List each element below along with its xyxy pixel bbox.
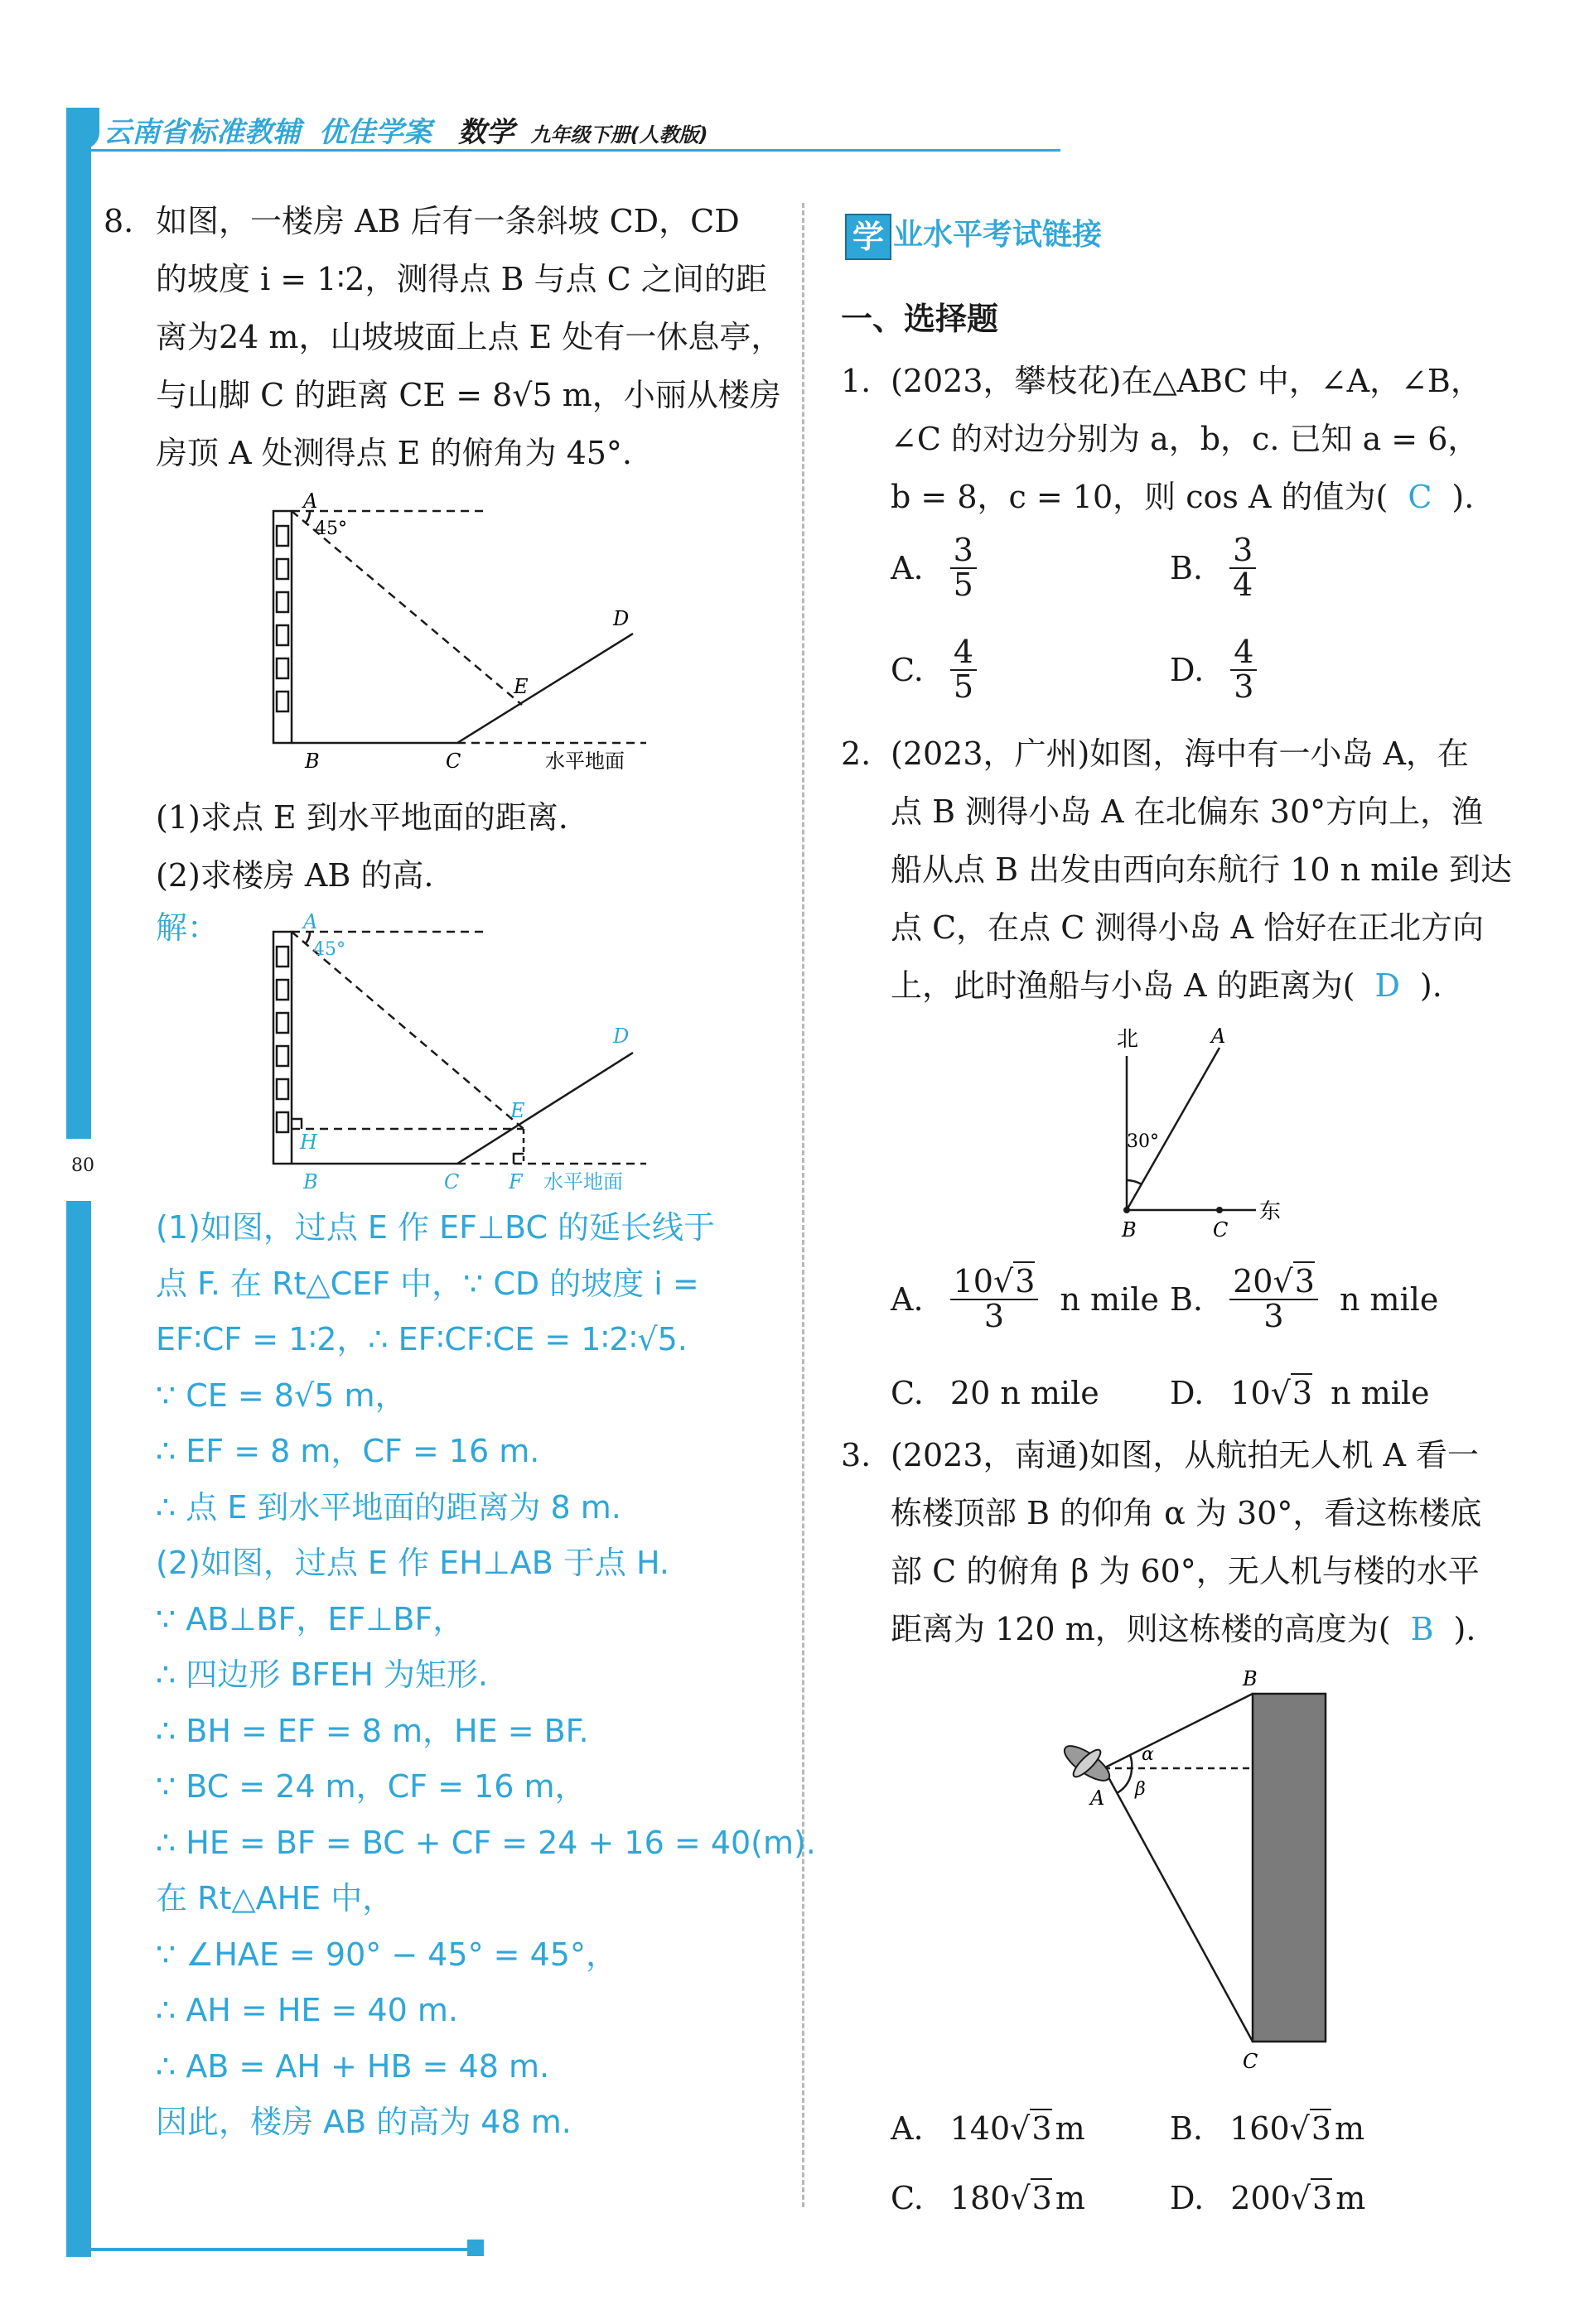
q2-line: (2023，广州)如图，海中有一小岛 A，在 — [891, 735, 1469, 772]
numerator: 3 — [950, 534, 977, 569]
q2-line: 点 B 测得小岛 A 在北偏东 30°方向上，渔 — [891, 793, 1484, 830]
q2-option-a — [891, 1263, 1159, 1334]
label-B: B — [1243, 1667, 1258, 1690]
option-letter: D. — [1170, 1375, 1205, 1411]
fig2-label-B: B — [303, 1170, 318, 1193]
unit: n mile — [1060, 1280, 1159, 1318]
drone-icon — [1060, 1740, 1114, 1786]
label-A: A — [1211, 1025, 1226, 1048]
unit: m — [1335, 2180, 1366, 2216]
fraction — [950, 534, 977, 602]
unit: n mile — [1339, 1280, 1439, 1318]
q1-line: ). — [1451, 479, 1475, 515]
problem-line: 如图，一楼房 AB 后有一条斜坡 CD，CD — [156, 203, 740, 239]
coefficient: 20 — [1233, 1263, 1273, 1299]
subsection-title: 一、选择题 — [841, 301, 999, 337]
footer-rule — [66, 2248, 472, 2251]
building — [1253, 1694, 1326, 2042]
q2-answer: D — [1374, 967, 1400, 1004]
section-icon: 学 — [845, 214, 891, 260]
header-left-cap — [66, 108, 99, 149]
option-letter: C. — [891, 651, 924, 688]
q1-answer: C — [1408, 479, 1432, 515]
label-angle: 30° — [1127, 1131, 1159, 1152]
option-letter: C. — [891, 1375, 924, 1411]
numerator: 10√3 — [950, 1266, 1039, 1300]
fig2-label-E: E — [510, 1099, 525, 1122]
option-letter: C. — [891, 2180, 924, 2216]
denominator: 5 — [953, 566, 973, 603]
fraction — [950, 1263, 1039, 1334]
figure-q2-bearing — [1094, 1015, 1292, 1255]
numerator: 3 — [1229, 534, 1256, 569]
q3-option-d: D. 200√3 m — [1170, 2180, 1366, 2216]
solution-line: ∴ 四边形 BFEH 为矩形. — [156, 1656, 489, 1693]
radicand: 3 — [1294, 1263, 1315, 1299]
solution-line: EF∶CF = 1∶2，∴ EF∶CF∶CE = 1∶2∶√5. — [156, 1321, 688, 1357]
label-C: C — [1243, 2050, 1258, 2073]
question-1: (1)求点 E 到水平地面的距离. — [156, 799, 568, 836]
q2-number: 2. — [841, 735, 872, 772]
solution-line: 因此，楼房 AB 的高为 48 m. — [156, 2104, 572, 2140]
option-text: 20 n mile — [949, 1375, 1099, 1411]
label-north: 北 — [1117, 1027, 1139, 1052]
q3-line: ). — [1453, 1611, 1476, 1647]
problem-line: 的坡度 i = 1∶2，测得点 B 与点 C 之间的距 — [156, 261, 767, 297]
unit: m — [1335, 2110, 1365, 2147]
q2-line: 上，此时渔船与小岛 A 的距离为( — [891, 967, 1355, 1004]
solution-line: ∵ ∠HAE = 90° − 45° = 45°， — [156, 1936, 617, 1973]
problem-8-questions — [156, 788, 568, 904]
numerator: 20√3 — [1229, 1266, 1318, 1300]
denominator: 3 — [1234, 668, 1254, 705]
q3-line: (2023，南通)如图，从航拍无人机 A 看一 — [891, 1437, 1479, 1473]
solution-line: (2)如图，过点 E 作 EH⊥AB 于点 H. — [156, 1545, 669, 1581]
q1-option-a — [891, 534, 977, 602]
q3-line: 部 C 的俯角 β 为 60°，无人机与楼的水平 — [891, 1553, 1480, 1589]
q2-text — [891, 725, 1512, 1015]
q2-line: ). — [1419, 967, 1442, 1004]
q2-line-with-answer — [891, 957, 1512, 1015]
fig1-label-A: A — [303, 489, 318, 513]
section-title: 业水平考试链接 — [893, 218, 1103, 252]
q1-line: (2023，攀枝花)在△ABC 中，∠A，∠B， — [891, 363, 1482, 399]
coefficient: 10 — [1230, 1375, 1271, 1411]
solution-line: ∴ 点 E 到水平地面的距离为 8 m. — [156, 1488, 621, 1526]
fig1-label-ground: 水平地面 — [545, 750, 625, 773]
header-brand — [104, 109, 708, 150]
coefficient: 140 — [949, 2110, 1011, 2147]
q1-number: 1. — [841, 363, 872, 399]
unit: m — [1055, 2110, 1085, 2147]
fraction — [1229, 1263, 1318, 1334]
footer-square — [467, 2240, 484, 2256]
label-east: 东 — [1259, 1199, 1282, 1224]
fig2-label-angle: 45° — [313, 939, 345, 960]
q1-line-with-answer — [891, 468, 1482, 526]
problem-line: 房顶 A 处测得点 E 的俯角为 45°. — [156, 435, 633, 471]
fraction — [950, 636, 977, 704]
radicand: 3 — [1031, 2110, 1052, 2147]
header-subject: 数学 — [457, 116, 514, 149]
option-letter: A. — [891, 2110, 924, 2147]
left-margin-bar — [66, 116, 91, 1139]
option-letter: A. — [891, 549, 924, 586]
q3-option-c: C. 180√3 m — [891, 2180, 1085, 2216]
numerator: 4 — [950, 636, 977, 671]
left-margin-bar-lower — [66, 1201, 91, 2257]
label-C: C — [1213, 1218, 1229, 1242]
coefficient: 180 — [949, 2180, 1011, 2216]
q2-option-b — [1170, 1263, 1439, 1334]
fig2-label-ground: 水平地面 — [543, 1170, 623, 1193]
fig2-label-A: A — [303, 910, 318, 933]
fig2-label-H: H — [300, 1131, 317, 1154]
label-alpha: α — [1142, 1744, 1154, 1765]
problem-8-text — [156, 192, 782, 482]
fig2-label-F: F — [509, 1170, 523, 1193]
option-letter: D. — [1170, 651, 1205, 688]
radicand: 3 — [1312, 2180, 1333, 2216]
problem-line: 与山脚 C 的距离 CE = 8√5 m，小丽从楼房 — [156, 377, 781, 413]
problem-line: 离为24 m，山坡坡面上点 E 处有一休息亭， — [156, 319, 783, 355]
solution-line: ∴ AH = HE = 40 m. — [156, 1992, 458, 2028]
fig2-label-D: D — [613, 1025, 630, 1048]
denominator: 4 — [1233, 566, 1253, 603]
q1-line: b = 8，c = 10，则 cos A 的值为( — [891, 479, 1389, 515]
fig1-label-E: E — [514, 675, 529, 698]
figure-q3-drone — [1044, 1661, 1375, 2075]
q2-line: 点 C，在点 C 测得小岛 A 恰好在正北方向 — [891, 909, 1484, 946]
radicand: 3 — [1292, 1375, 1313, 1411]
solution-line: ∵ BC = 24 m，CF = 16 m， — [156, 1768, 587, 1805]
solution-line: ∴ HE = BF = BC + CF = 24 + 16 = 40(m). — [156, 1824, 816, 1861]
solution-line: ∴ AB = AH + HB = 48 m. — [156, 2047, 550, 2085]
q1-line: ∠C 的对边分别为 a，b，c. 已知 a = 6， — [891, 421, 1480, 457]
q3-number: 3. — [841, 1437, 872, 1473]
radicand: 3 — [1311, 2110, 1332, 2147]
figure-1-slope — [240, 485, 671, 783]
solution-line: (1)如图，过点 E 作 EF⊥BC 的延长线于 — [156, 1209, 716, 1246]
label-beta: β — [1135, 1779, 1146, 1800]
radicand: 3 — [1031, 2180, 1052, 2216]
option-letter: D. — [1170, 2180, 1205, 2216]
q3-text — [891, 1426, 1481, 1658]
coefficient: 200 — [1230, 2180, 1291, 2216]
header-series: 优佳学案 — [318, 116, 432, 149]
q3-line: 距离为 120 m，则这栋楼的高度为( — [891, 1611, 1391, 1647]
figure-2-solution — [240, 907, 671, 1201]
unit: m — [1055, 2180, 1085, 2216]
header-brand-text: 云南省标准教辅 — [104, 116, 301, 149]
option-letter: A. — [891, 1280, 924, 1318]
q2-option-c — [891, 1375, 1099, 1411]
page-number: 80 — [71, 1155, 94, 1176]
coefficient: 10 — [953, 1263, 993, 1299]
fig1-label-C: C — [446, 750, 461, 773]
q1-text — [891, 352, 1482, 526]
fraction — [1230, 636, 1257, 704]
q1-option-b — [1170, 534, 1256, 602]
option-letter: B. — [1170, 1280, 1204, 1318]
coefficient: 160 — [1229, 2110, 1290, 2147]
q3-option-a: A. 140√3 m — [891, 2110, 1085, 2147]
numerator: 4 — [1230, 636, 1257, 671]
fig1-label-D: D — [613, 607, 630, 630]
q2-option-d: D. 10√3 n mile — [1170, 1375, 1430, 1411]
q2-line: 船从点 B 出发由西向东航行 10 n mile 到达 — [891, 851, 1513, 888]
point-C — [1216, 1207, 1223, 1213]
q1-option-c — [891, 636, 977, 704]
q3-option-b: B. 160√3 m — [1170, 2110, 1365, 2147]
solution-line: 在 Rt△AHE 中， — [156, 1880, 394, 1917]
question-2: (2)求楼房 AB 的高. — [156, 857, 434, 894]
fraction — [1229, 534, 1256, 602]
solution-line: ∵ AB⊥BF，EF⊥BF， — [156, 1600, 465, 1637]
radicand: 3 — [1015, 1263, 1036, 1299]
solution-line: ∴ EF = 8 m，CF = 16 m. — [156, 1433, 540, 1469]
fig1-label-B: B — [305, 750, 320, 773]
solution-line: ∴ BH = EF = 8 m，HE = BF. — [156, 1712, 589, 1749]
unit: n mile — [1331, 1375, 1430, 1411]
denominator: 3 — [1263, 1297, 1284, 1334]
option-letter: B. — [1170, 549, 1204, 586]
q1-option-d — [1170, 636, 1257, 704]
q3-answer: B — [1410, 1611, 1434, 1647]
solution-line: 点 F. 在 Rt△CEF 中，∵ CD 的坡度 i = — [156, 1265, 699, 1302]
q3-line: 栋楼顶部 B 的仰角 α 为 30°，看这栋楼底 — [891, 1495, 1482, 1531]
solution-text — [156, 1200, 816, 2151]
point-B — [1123, 1207, 1130, 1213]
fig2-label-C: C — [444, 1170, 460, 1193]
denominator: 3 — [983, 1297, 1005, 1334]
label-B: B — [1122, 1218, 1137, 1242]
denominator: 5 — [953, 668, 974, 705]
label-A: A — [1090, 1786, 1105, 1810]
problem-8-number: 8. — [104, 203, 134, 239]
q3-line-with-answer — [891, 1600, 1481, 1658]
fig1-label-angle: 45° — [315, 518, 347, 539]
option-letter: B. — [1170, 2110, 1204, 2147]
solution-line: ∵ CE = 8√5 m， — [156, 1377, 407, 1414]
header-grade: 九年级下册(人教版) — [530, 123, 708, 147]
solution-label: 解： — [156, 909, 220, 946]
